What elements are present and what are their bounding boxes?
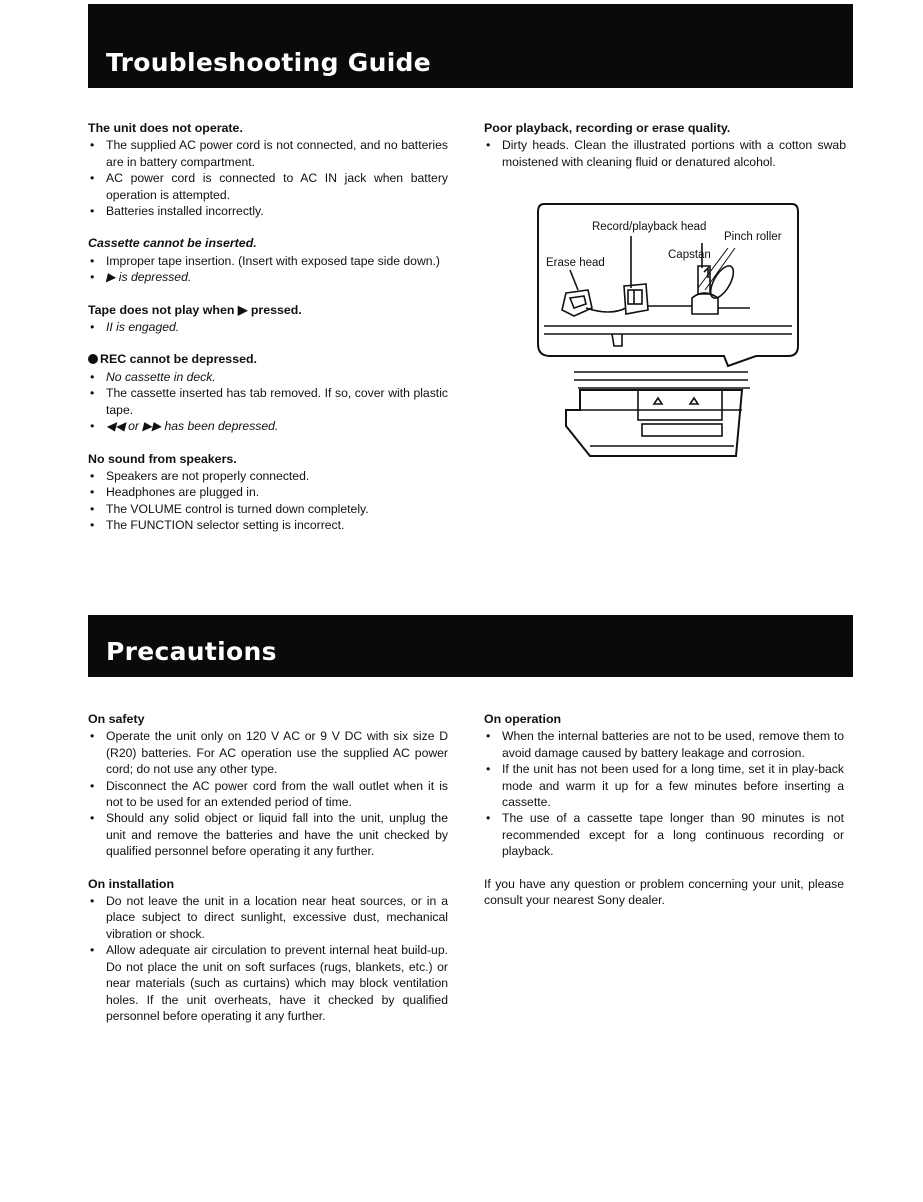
rec-dot-icon [88,354,98,364]
record-head-label: Record/playback head [592,221,707,233]
troubleshooting-banner [88,4,853,88]
tape-head-diagram [530,198,810,468]
precaution-item: • Operate the unit only on 120 V AC or 9 V DC with six size D (R20) batteries. For AC operation use the supplied AC power cord; do not use any other type. [88,728,448,777]
ts-heading: Poor playback, recording or erase quality. [484,121,731,135]
precaution-installation [88,876,448,1025]
ts-item: • The supplied AC power cord is not connected, and no batteries are in battery compartment. [88,137,448,170]
precautions-title: Precautions [106,637,277,666]
ts-heading: Cassette cannot be inserted. [88,236,257,251]
precaution-heading: On installation [88,876,175,891]
troubleshooting-title: Troubleshooting Guide [106,48,432,77]
ts-item: • The FUNCTION selector setting is incorrect. [88,517,448,533]
precaution-item: • Disconnect the AC power cord from the wall outlet when it is not to be used for an extended period of time. [88,778,448,811]
ts-heading: Tape does not play when ▶ pressed. [88,302,302,317]
ts-section-rec-not-depressed [88,351,448,434]
ts-heading: REC cannot be depressed. [100,352,257,367]
ts-item: • Batteries installed incorrectly. [88,203,448,219]
ts-item: • Improper tape insertion. (Insert with exposed tape side down.) [88,253,448,269]
ts-item: • ▶ is depressed. [88,269,448,285]
troubleshooting-right-column [484,120,846,170]
precaution-safety [88,711,448,860]
ts-section-tape-not-play [88,302,448,336]
precautions-banner [88,615,853,677]
ts-item: • AC power cord is connected to AC IN jack when battery operation is attempted. [88,170,448,203]
precaution-item: • Allow adequate air circulation to prevent internal heat build-up. Do not place the unit on soft surfaces (rugs, blankets, etc.) or near materials (such as curtains) which may block ventilation holes. If the unit overheats, have it checked by qualified personnel before operating it any further. [88,942,448,1024]
troubleshooting-left-column [88,120,448,550]
ts-heading: The unit does not operate. [88,121,243,135]
ts-item: • Headphones are plugged in. [88,484,448,500]
precautions-left-column [88,711,448,1040]
ts-item: • ◀◀ or ▶▶ has been depressed. [88,418,448,434]
pinch-roller-label: Pinch roller [724,231,782,243]
ts-heading: No sound from speakers. [88,451,237,466]
precaution-heading: On safety [88,712,145,726]
ts-section-no-sound [88,451,448,534]
precaution-item: • When the internal batteries are not to be used, remove them to avoid damage caused by battery leakage and corrosion. [484,728,844,761]
precaution-operation [484,711,844,860]
precaution-item: • Should any solid object or liquid fall into the unit, unplug the unit and remove the batteries and have the unit checked by qualified personnel before operating it any further. [88,810,448,859]
ts-item: • II is engaged. [88,319,448,335]
ts-item: • Dirty heads. Clean the illustrated portions with a cotton swab moistened with cleaning fluid or denatured alcohol. [484,137,846,170]
precaution-heading: On operation [484,712,562,726]
capstan-label: Capstan [668,249,711,261]
precaution-item: • The use of a cassette tape longer than 90 minutes is not recommended except for a long continuous recording or playback. [484,810,844,859]
ts-item: • The VOLUME control is turned down completely. [88,501,448,517]
precautions-right-column [484,711,844,908]
ts-section-cassette-not-inserted [88,235,448,285]
precaution-item: • If the unit has not been used for a long time, set it in play-back mode and warm it up for a few minutes before inserting a cassette. [484,761,844,810]
closing-note: If you have any question or problem concerning your unit, please consult your nearest Sony dealer. [484,876,844,908]
ts-item: • No cassette in deck. [88,369,448,385]
ts-section-unit-not-operate [88,120,448,219]
precaution-item: • Do not leave the unit in a location near heat sources, or in a place subject to direct sunlight, excessive dust, mechanical vibration or shock. [88,893,448,942]
ts-item: • The cassette inserted has tab removed. If so, cover with plastic tape. [88,385,448,418]
erase-head-label: Erase head [546,257,605,269]
ts-item: • Speakers are not properly connected. [88,468,448,484]
